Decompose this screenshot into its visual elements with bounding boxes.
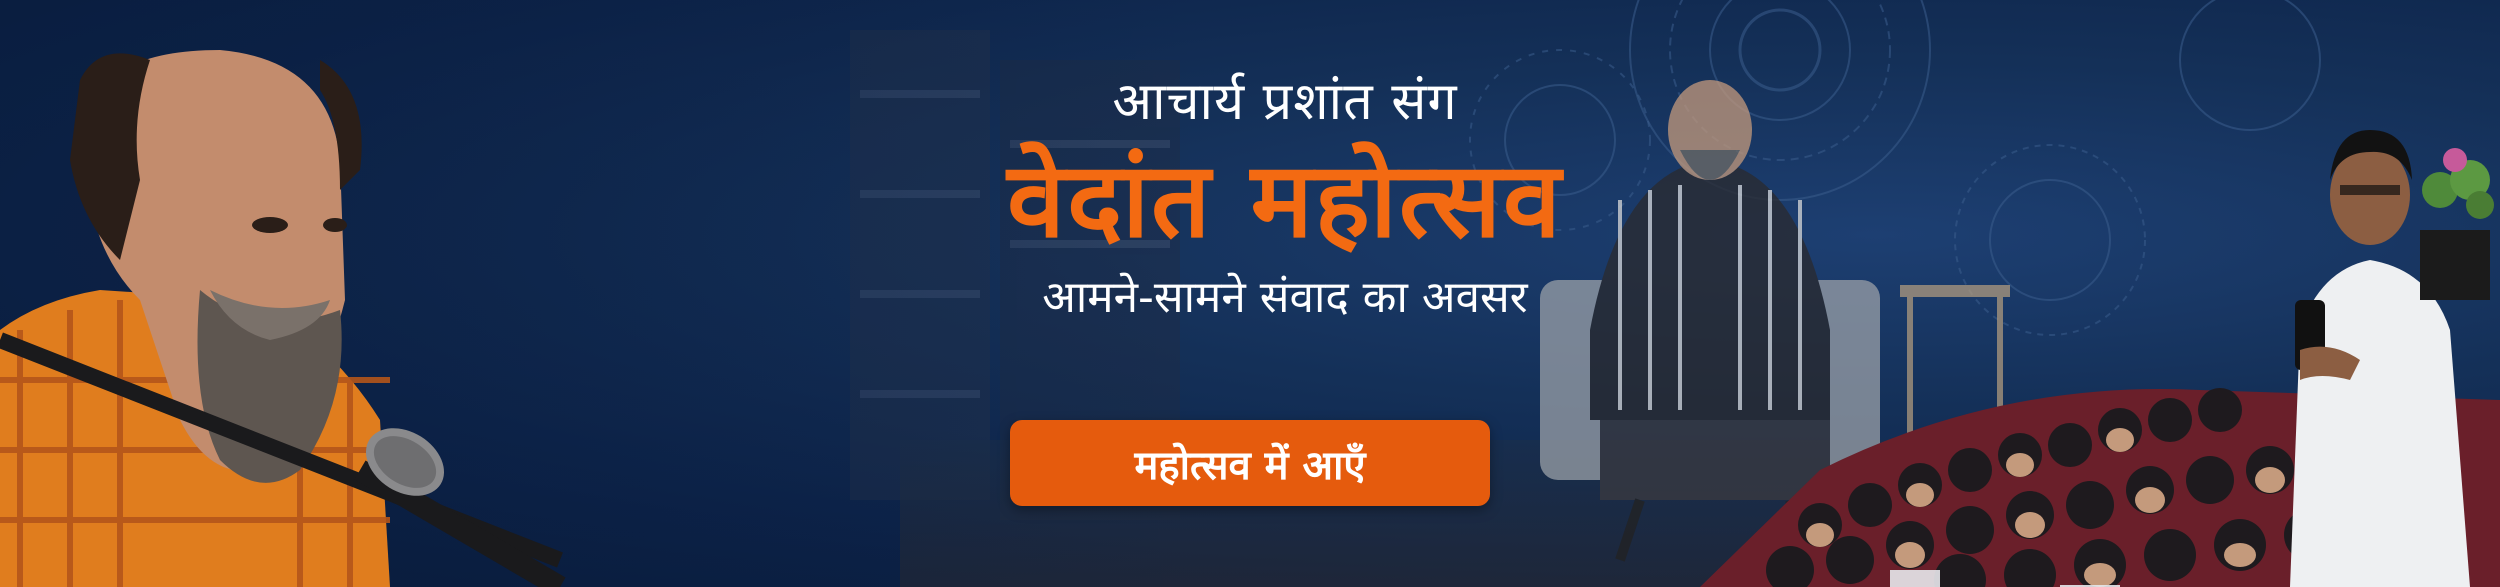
join-festival-button[interactable]: महोत्सव में आएँ: [1010, 420, 1490, 506]
banner-title: वेदांत महोत्सव: [1007, 139, 1563, 261]
flower-vase: [2420, 148, 2494, 300]
banner-text: [900, 70, 1670, 326]
banner-subtitle: आचार्य प्रशांत संग: [1112, 72, 1458, 132]
questioner-photo: [2290, 130, 2494, 587]
banner-tagline: आमने-सामने संवाद का अवसर: [1042, 272, 1528, 323]
